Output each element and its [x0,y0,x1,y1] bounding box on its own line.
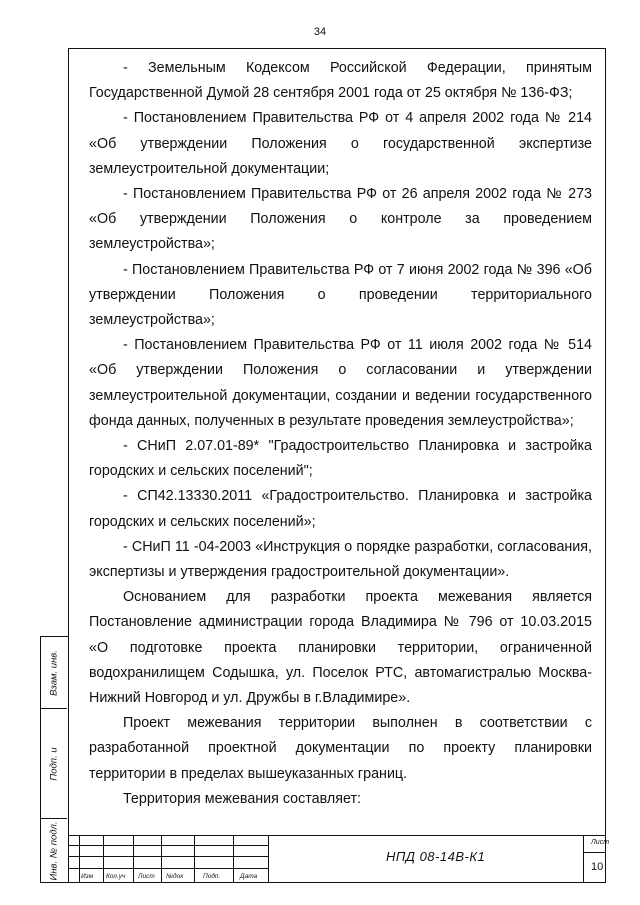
side-approval-strip [40,636,68,883]
page-number: 34 [313,26,327,38]
strip-cell-inv [41,819,67,882]
paragraph-land-code: - Земельным Кодексом Российской Федерации, принятым Государственной Думой 28 сентября 2001 года от 25 октября № 136-ФЗ; [89,60,592,102]
strip-cell-vzam [41,637,67,709]
stamp-col-list: Лист [138,873,155,880]
stamp-col-data: Дата [240,873,258,880]
paragraph-decree-273: - Постановлением Правительства РФ от 26 апреля 2002 года № 273 «Об утверждении Положения о контроле за проведением землеустройства»; [89,186,592,253]
stamp-col-izm: Изм [81,873,94,880]
paragraph-snip-2-07: - СНиП 2.07.01-89* "Градостроительство Планировка и застройка городских и сельских поселений"; [89,438,592,480]
stamp-col-kol: Кол.уч [106,873,126,880]
stamp-col-podp: Подп. [203,873,221,880]
paragraph-decree-514: - Постановлением Правительства РФ от 11 июля 2002 года № 514 «Об утверждении Положения о согласовании и утверждении землеустроительной документации, создании и ведении государственного фонда данных, полученных в результате проведения землеустройства»; [89,337,592,429]
paragraph-territory: Территория межевания составляет: [123,790,361,807]
paragraph-project: Проект межевания территории выполнен в соответствии с разработанной проектной документации по проекту планировки территории в пределах вышеуказанных границ. [89,715,592,782]
paragraph-sp42: - СП42.13330.2011 «Градостроительство. Планировка и застройка городских и сельских поселений»; [89,488,592,530]
document-code: НПД 08-14В-К1 [386,849,486,864]
title-block [68,835,610,883]
paragraph-basis: Основанием для разработки проекта межевания является Постановление администрации города Владимира № 796 от 10.03.2015 «О подготовке проекта планировки территории, ограниченной водохранилищем Содышка, ул. Поселок РТС, автомагистралью Москва-Нижний Новгород и ул. Дружбы в г.Владимире». [89,589,592,707]
stamp-col-ndoc: №док [166,873,184,880]
strip-label-podp: Подп. и [48,746,60,781]
paragraph-decree-396: - Постановлением Правительства РФ от 7 июня 2002 года № 396 «Об утверждении Положения о проведении территориального землеустройства»; [89,261,592,329]
sheet-number: 10 [591,861,604,873]
paragraph-decree-214: - Постановлением Правительства РФ от 4 апреля 2002 года № 214 «Об утверждении Положения о государственной экспертизе землеустроительной документации; [89,110,592,177]
paragraph-snip-11-04: - СНиП 11 -04-2003 «Инструкция о порядке разработки, согласования, экспертизы и утверждения градостроительной документации». [89,538,592,581]
document-body [89,56,592,812]
sheet-label: Лист [591,839,610,846]
strip-label-inv: Инв. № подл. [48,821,60,880]
strip-cell-podp [41,709,67,819]
strip-label-vzam: Взам. инв. [48,649,60,696]
